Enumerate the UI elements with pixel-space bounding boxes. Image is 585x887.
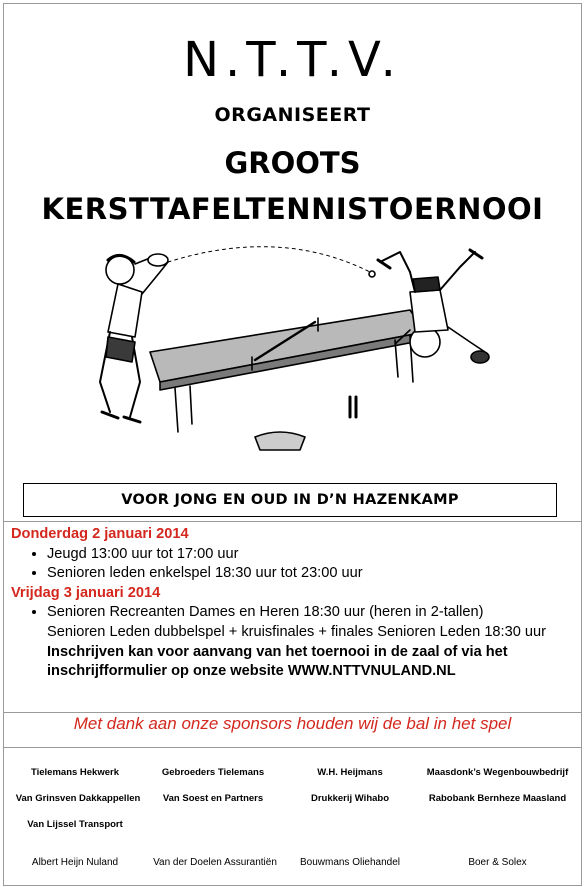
list-item: • Jeugd 13:00 uur tot 17:00 uur — [47, 545, 581, 565]
list-item: • Senioren Recreanten Dames en Heren 18:30 uur (heren in 2-tallen) — [47, 603, 581, 623]
divider — [3, 712, 582, 713]
sponsor-name: W.H. Heijmans — [317, 767, 383, 778]
sponsor-thanks: Met dank aan onze sponsors houden wij de bal in het spel — [73, 714, 512, 733]
sponsor-name: Tielemans Hekwerk — [30, 767, 119, 778]
day2-date: Vrijdag 3 januari 2014 — [11, 584, 161, 601]
day2-list — [11, 603, 581, 623]
event-banner: VOOR JONG EN OUD IN D’N HAZENKAMP — [23, 483, 557, 517]
sponsor-name: Boer & Solex — [468, 857, 527, 868]
sponsor-name: Bouwmans Oliehandel — [299, 857, 401, 868]
sponsor-name: Van Lijssel Transport — [27, 819, 123, 830]
sponsor-name: Gebroeders Tielemans — [161, 767, 265, 778]
registration-line-1: Inschrijven kan voor aanvang van het toernooi in de zaal of via het — [47, 643, 508, 660]
table-tennis-cartoon-illustration — [80, 232, 510, 467]
divider — [3, 521, 582, 522]
sponsor-name: Drukkerij Wihabo — [310, 793, 390, 804]
registration-line-2: inschrijfformulier op onze website WWW.NTTVNULAND.NL — [47, 663, 456, 680]
sponsor-name: Rabobank Bernheze Maasland — [428, 793, 567, 804]
day1-list — [11, 545, 581, 584]
sponsor-name: Van Soest en Partners — [162, 793, 264, 804]
title-line-1: GROOTS — [224, 146, 361, 180]
list-item: • Senioren leden enkelspel 18:30 uur tot 23:00 uur — [47, 564, 581, 584]
sponsor-name: Albert Heijn Nuland — [31, 857, 119, 868]
schedule-section — [11, 525, 581, 682]
title-line-2: KERSTTAFELTENNISTOERNOOI — [41, 192, 544, 226]
day1-date: Donderdag 2 januari 2014 — [11, 526, 189, 542]
day2-continued: Senioren Leden dubbelspel + kruisfinales + finales Senioren Leden 18:30 uur — [47, 623, 546, 640]
divider — [3, 747, 582, 748]
sponsor-name: Van der Doelen Assurantiën — [153, 857, 277, 868]
sponsor-name: Maasdonk’s Wegenbouwbedrijf — [426, 767, 569, 778]
organizes-label: ORGANISEERT — [214, 104, 371, 126]
club-name: N.T.T.V. — [183, 32, 402, 88]
sponsor-name: Van Grinsven Dakkappellen — [15, 793, 141, 804]
